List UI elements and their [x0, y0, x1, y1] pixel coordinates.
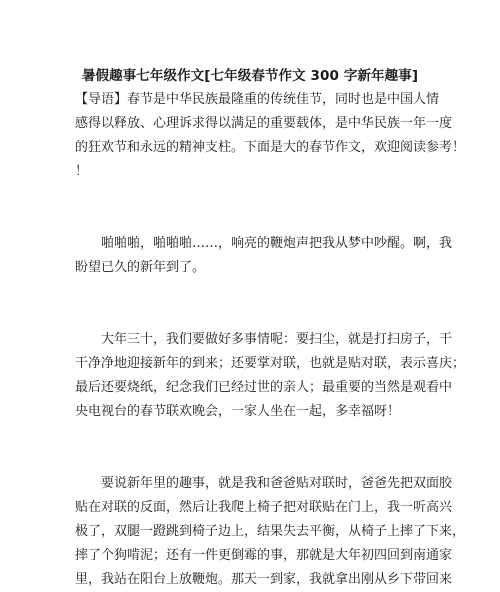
document-title: 暑假趣事七年级作文[七年级春节作文 300 字新年趣事]	[81, 68, 419, 84]
text-line: 的狂欢节和永远的精神支柱。下面是大的春节作文，欢迎阅读参考！	[75, 140, 466, 155]
paragraph-gap	[75, 280, 431, 328]
text-line: 大年三十，我们要做好多事情呢：要扫尘，就是打扫房子，干	[75, 332, 453, 347]
text-line: 盼望已久的新年到了。	[75, 260, 206, 275]
text-line: 央电视台的春节联欢晚会，一家人坐在一起，多幸福呀！	[75, 404, 401, 419]
text-line: 最后还要烧纸，纪念我们已经过世的亲人；最重要的当然是观看中	[75, 380, 453, 395]
text-line: 要说新年里的趣事，就是我和爸爸贴对联时，爸爸先把双面胶	[75, 476, 453, 491]
text-line: ！	[75, 164, 89, 179]
paragraph-gap	[75, 424, 431, 472]
text-line: 贴在对联的反面，然后让我爬上椅子把对联贴在门上，我一听高兴	[75, 500, 453, 515]
text-line: 啪啪啪，啪啪啪……，响亮的鞭炮声把我从梦中吵醒。啊，我	[75, 236, 453, 251]
document-body	[75, 88, 466, 592]
text-line: 里，我站在阳台上放鞭炮。那天一到家，我就拿出刚从乡下带回来	[75, 572, 453, 587]
text-line: 【导语】春节是中华民族最隆重的传统佳节，同时也是中国人情	[75, 92, 440, 107]
paragraph-firecrackers	[75, 232, 453, 280]
paragraph-intro	[75, 88, 466, 184]
text-line: 感得以释放、心理诉求得以满足的重要载体，是中华民族一年一度	[75, 116, 453, 131]
text-line: 干净净地迎接新年的到来；还要掌对联，也就是贴对联，表示喜庆；	[75, 356, 466, 371]
text-line: 摔了个狗啃泥；还有一件更倒霉的事，那就是大年初四回到南通家	[75, 548, 453, 563]
paragraph-gap	[75, 184, 431, 232]
text-line: 极了，双腿一蹬跳到椅子边上，结果失去平衡，从椅子上摔了下来，	[75, 524, 466, 539]
paragraph-new-year-eve	[75, 328, 466, 424]
paragraph-fun-story	[75, 472, 466, 592]
